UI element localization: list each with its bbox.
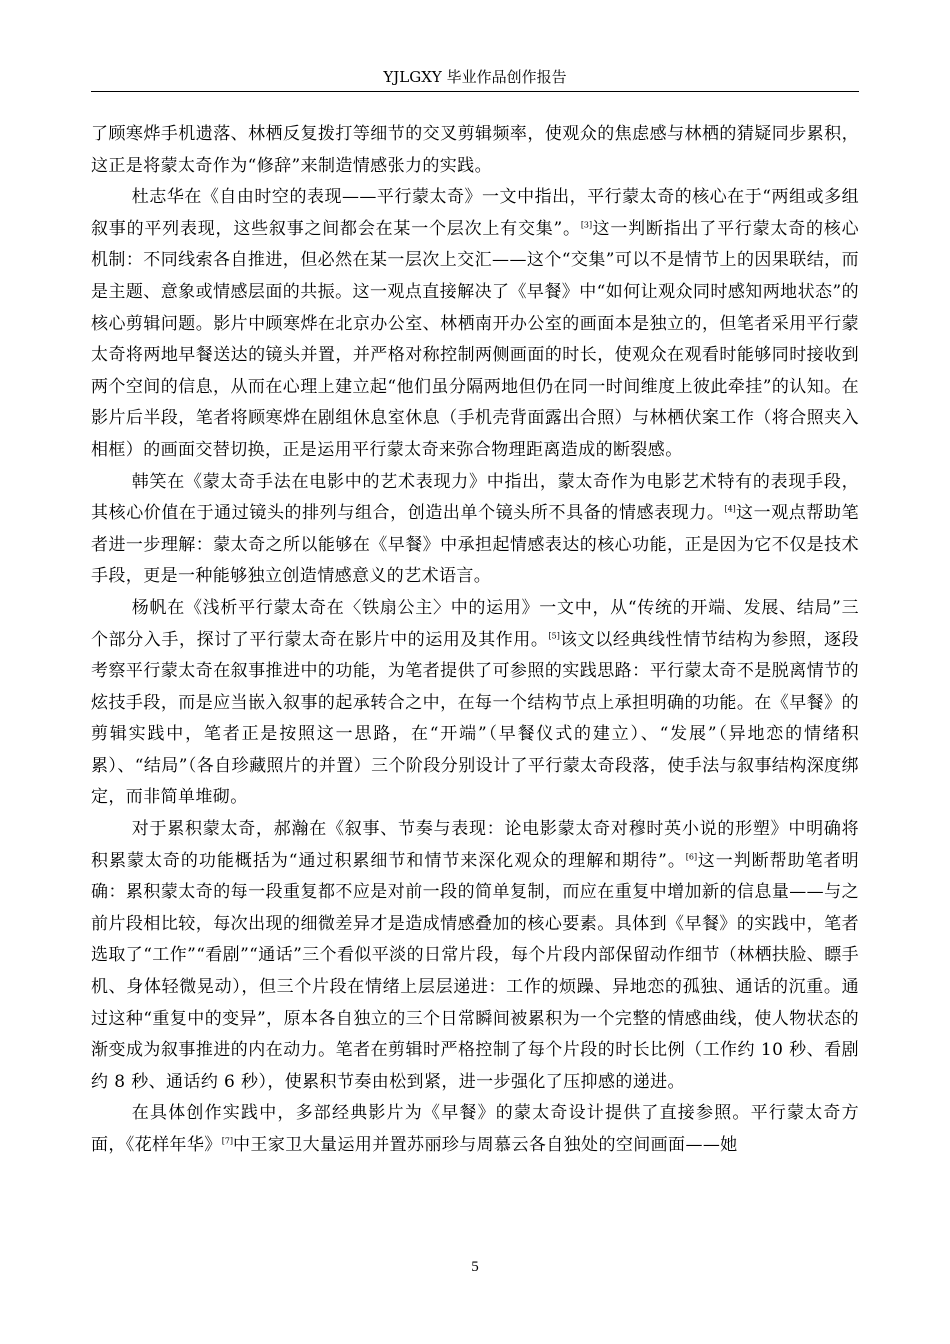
body-paragraph: [91, 467, 859, 593]
header-divider: [91, 91, 859, 92]
body-paragraph: [91, 182, 859, 466]
body-paragraph: [91, 814, 859, 1098]
page-number: 5: [471, 1259, 479, 1275]
document-body: [91, 119, 859, 1162]
body-paragraph: [91, 1098, 859, 1161]
paragraph-text: 杨帆在《浅析平行蒙太奇在〈铁扇公主〉中的运用》一文中，从“传统的开端、发展、结局”三个部分入手，探讨了平行蒙太奇在影片中的运用及其作用。: [91, 597, 859, 650]
paragraph-text: 对于累积蒙太奇，郝瀚在《叙事、节奏与表现：论电影蒙太奇对穆时英小说的形塑》中明确将积累蒙太奇的功能概括为“通过积累细节和情节来深化观众的理解和期待”。: [91, 819, 859, 871]
citation-marker: [3]: [580, 220, 593, 230]
citation-marker: [5]: [548, 630, 560, 640]
body-paragraph: [91, 593, 859, 814]
paragraph-text: 杜志华在《自由时空的表现——平行蒙太奇》一文中指出，平行蒙太奇的核心在于“两组或多组叙事的平列表现，这些叙事之间都会在某一个层次上有交集”。: [91, 187, 859, 239]
paragraph-text: 这一观点帮助笔者进一步理解：蒙太奇之所以能够在《早餐》中承担起情感表达的核心功能，正是因为它不仅是技术手段，更是一种能够独立创造情感意义的艺术语言。: [91, 503, 859, 587]
paragraph-text: 该文以经典线性情节结构为参照，逐段考察平行蒙太奇在叙事推进中的功能，为笔者提供了可参照的实践思路：平行蒙太奇不是脱离情节的炫技手段，而是应当嵌入叙事的起承转合之中，在每一个结构节点上承担明确的功能。在《早餐》的剪辑实践中，笔者正是按照这一思路，在“开端”（早餐仪式的建立）、“发展”（异地恋的情绪积累）、“结局”（各自珍藏照片的并置）三个阶段分别设计了平行蒙太奇段落，使手法与叙事结构深度绑定，而非简单堆砌。: [91, 629, 859, 808]
paragraph-text: 韩笑在《蒙太奇手法在电影中的艺术表现力》中指出，蒙太奇作为电影艺术特有的表现手段，其核心价值在于通过镜头的排列与组合，创造出单个镜头所不具备的情感表现力。: [91, 471, 859, 524]
page-header-title: YJLGXY 毕业作品创作报告: [383, 68, 567, 86]
paragraph-text: 中王家卫大量运用并置苏丽珍与周慕云各自独处的空间画面——她: [233, 1135, 738, 1155]
body-paragraph: [91, 119, 859, 182]
paragraph-text: 这一判断帮助笔者明确：累积蒙太奇的每一段重复都不应是对前一段的简单复制，而应在重复中增加新的信息量——与之前片段相比较，每次出现的细微差异才是造成情感叠加的核心要素。具体到《早餐》的实践中，笔者选取了“工作”“看剧”“通话”三个看似平淡的日常片段，每个片段内部保留动作细节（林栖扶脸、瞟手机、身体轻微晃动），但三个片段在情绪上层层递进：工作的烦躁、异地恋的孤独、通话的沉重。通过这种“重复中的变异”，原本各自独立的三个日常瞬间被累积为一个完整的情感曲线，使人物状态的渐变成为叙事推进的内在动力。笔者在剪辑时严格控制了每个片段的时长比例（工作约 10 秒、看剧约 8 秒、通话约 6 秒），使累积节奏由松到紧，进一步强化了压抑感的递进。: [91, 850, 859, 1092]
citation-marker: [6]: [685, 852, 698, 861]
paragraph-text: 这一判断指出了平行蒙太奇的核心机制：不同线索各自推进，但必然在某一层次上交汇——这个“交集”可以不是情节上的因果联结，而是主题、意象或情感层面的共振。这一观点直接解决了《早餐》中“如何让观众同时感知两地状态”的核心剪辑问题。影片中顾寒烨在北京办公室、林栖南开办公室的画面本是独立的，但笔者采用平行蒙太奇将两地早餐送达的镜头并置，并严格对称控制两侧画面的时长，使观众在观看时能够同时接收到两个空间的信息，从而在心理上建立起“他们虽分隔两地但仍在同一时间维度上彼此牵挂”的认知。在影片后半段，笔者将顾寒烨在剧组休息室休息（手机壳背面露出合照）与林栖伏案工作（将合照夹入相框）的画面交替切换，正是运用平行蒙太奇来弥合物理距离造成的断裂感。: [91, 218, 860, 460]
citation-marker: [4]: [724, 504, 736, 514]
paragraph-text: 在具体创作实践中，多部经典影片为《早餐》的蒙太奇设计提供了直接参照。平行蒙太奇方面，《花样年华》: [91, 1103, 859, 1155]
citation-marker: [7]: [221, 1136, 234, 1146]
paragraph-text: 了顾寒烨手机遗落、林栖反复拨打等细节的交叉剪辑频率，使观众的焦虑感与林栖的猜疑同步累积，这正是将蒙太奇作为“修辞”来制造情感张力的实践。: [91, 124, 859, 176]
